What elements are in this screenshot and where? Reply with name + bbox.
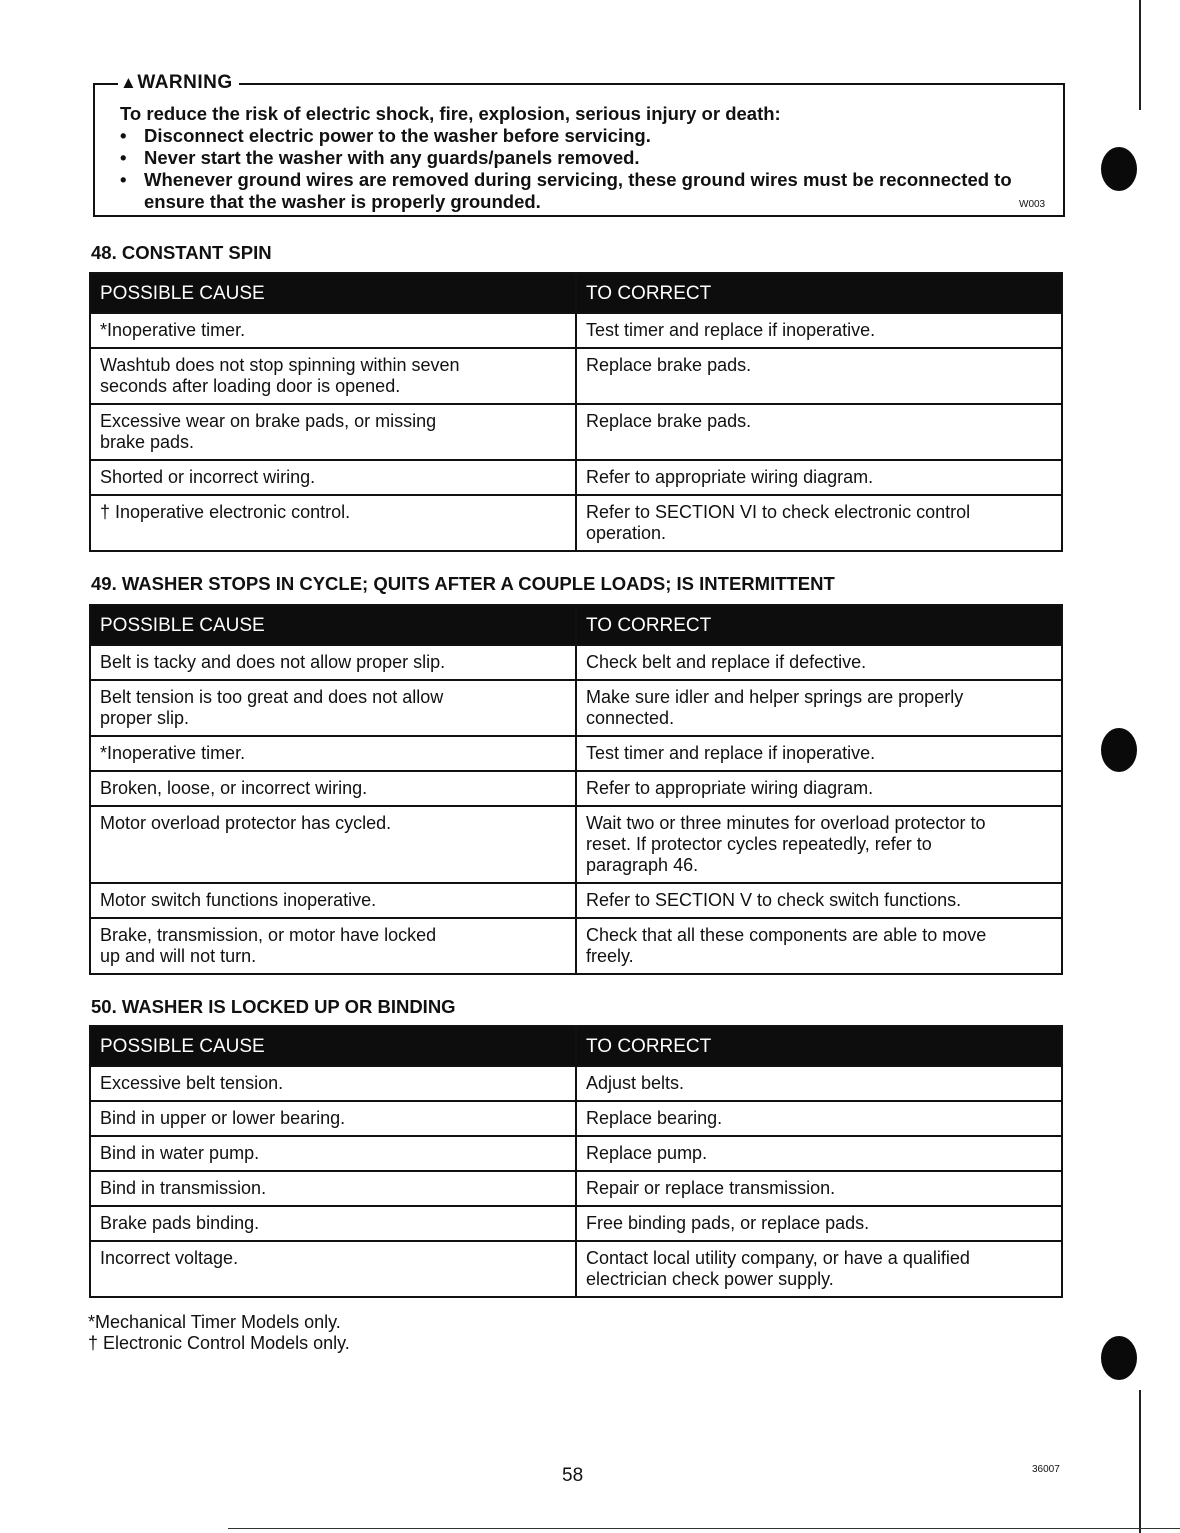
punch-hole [1101, 728, 1137, 772]
correction-cell: Refer to appropriate wiring diagram. [576, 460, 1062, 495]
cause-cell: Excessive wear on brake pads, or missing brake pads. [90, 404, 576, 460]
cause-cell: Shorted or incorrect wiring. [90, 460, 576, 495]
cause-cell: Bind in upper or lower bearing. [90, 1101, 576, 1136]
cause-cell: Belt is tacky and does not allow proper slip. [90, 645, 576, 680]
warning-bullet: • Never start the washer with any guards/panels removed. [120, 147, 1024, 169]
table-row [90, 495, 1062, 551]
section-title: 48. CONSTANT SPIN [91, 242, 272, 263]
footnote: *Mechanical Timer Models only. [88, 1312, 341, 1332]
correction-cell: Repair or replace transmission. [576, 1171, 1062, 1206]
cause-cell: Incorrect voltage. [90, 1241, 576, 1297]
warning-intro: To reduce the risk of electric shock, fire, explosion, serious injury or death: [120, 103, 781, 124]
table-row [90, 918, 1062, 974]
cause-cell: Motor switch functions inoperative. [90, 883, 576, 918]
cause-cell: Broken, loose, or incorrect wiring. [90, 771, 576, 806]
table-row [90, 1241, 1062, 1297]
correction-cell: Test timer and replace if inoperative. [576, 313, 1062, 348]
header-to-correct: TO CORRECT [576, 1026, 1062, 1066]
table-row [90, 645, 1062, 680]
correction-cell: Check belt and replace if defective. [576, 645, 1062, 680]
troubleshooting-table [89, 1025, 1063, 1298]
warning-bullet: • Whenever ground wires are removed during servicing, these ground wires must be reconnected to ensure that the washer is properly grounded. [120, 169, 1024, 213]
table-row [90, 404, 1062, 460]
section-title: 49. WASHER STOPS IN CYCLE; QUITS AFTER A COUPLE LOADS; IS INTERMITTENT [91, 573, 835, 594]
correction-cell: Replace brake pads. [576, 404, 1062, 460]
table-row [90, 460, 1062, 495]
punch-hole [1101, 1336, 1137, 1380]
page-number: 58 [562, 1465, 584, 1486]
punch-hole [1101, 147, 1137, 191]
cause-cell: Brake pads binding. [90, 1206, 576, 1241]
correction-cell: Make sure idler and helper springs are properly connected. [576, 680, 1062, 736]
cause-cell: *Inoperative timer. [90, 313, 576, 348]
table-header [90, 605, 1062, 645]
warning-code: W003 [1019, 199, 1046, 210]
correction-cell: Test timer and replace if inoperative. [576, 736, 1062, 771]
cause-cell: Excessive belt tension. [90, 1066, 576, 1101]
cause-cell: Washtub does not stop spinning within seven seconds after loading door is opened. [90, 348, 576, 404]
table-row [90, 771, 1062, 806]
warning-title [118, 72, 239, 94]
correction-cell: Adjust belts. [576, 1066, 1062, 1101]
troubleshooting-table [89, 272, 1063, 552]
correction-cell: Free binding pads, or replace pads. [576, 1206, 1062, 1241]
correction-cell: Replace brake pads. [576, 348, 1062, 404]
correction-cell: Replace bearing. [576, 1101, 1062, 1136]
table-row [90, 806, 1062, 883]
header-to-correct: TO CORRECT [576, 273, 1062, 313]
table-row [90, 1171, 1062, 1206]
table-row [90, 1066, 1062, 1101]
cause-cell: Belt tension is too great and does not allow proper slip. [90, 680, 576, 736]
table-row [90, 680, 1062, 736]
correction-cell: Contact local utility company, or have a qualified electrician check power supply. [576, 1241, 1062, 1297]
scan-edge-line [1139, 0, 1141, 110]
cause-cell: Bind in water pump. [90, 1136, 576, 1171]
table-row [90, 883, 1062, 918]
header-possible-cause: POSSIBLE CAUSE [90, 605, 576, 645]
warning-title-text: WARNING [137, 72, 233, 93]
table-row [90, 1101, 1062, 1136]
correction-cell: Replace pump. [576, 1136, 1062, 1171]
footnote: † Electronic Control Models only. [88, 1333, 350, 1353]
cause-cell: Motor overload protector has cycled. [90, 806, 576, 883]
header-possible-cause: POSSIBLE CAUSE [90, 273, 576, 313]
table-header [90, 273, 1062, 313]
cause-cell: Bind in transmission. [90, 1171, 576, 1206]
header-possible-cause: POSSIBLE CAUSE [90, 1026, 576, 1066]
scan-bottom-line [228, 1528, 1180, 1529]
correction-cell: Refer to appropriate wiring diagram. [576, 771, 1062, 806]
section-title: 50. WASHER IS LOCKED UP OR BINDING [91, 996, 456, 1017]
table-row [90, 1206, 1062, 1241]
correction-cell: Check that all these components are able to move freely. [576, 918, 1062, 974]
table-row [90, 313, 1062, 348]
cause-cell: *Inoperative timer. [90, 736, 576, 771]
warning-triangle-icon: ▲ [120, 73, 138, 92]
scan-edge-line [1139, 1390, 1141, 1533]
correction-cell: Wait two or three minutes for overload protector to reset. If protector cycles repeatedly, refer to paragraph 46. [576, 806, 1062, 883]
cause-cell: Brake, transmission, or motor have locked up and will not turn. [90, 918, 576, 974]
correction-cell: Refer to SECTION VI to check electronic control operation. [576, 495, 1062, 551]
header-to-correct: TO CORRECT [576, 605, 1062, 645]
table-row [90, 348, 1062, 404]
troubleshooting-table [89, 604, 1063, 975]
warning-body [120, 103, 1024, 213]
table-header [90, 1026, 1062, 1066]
correction-cell: Refer to SECTION V to check switch functions. [576, 883, 1062, 918]
table-row [90, 736, 1062, 771]
cause-cell: † Inoperative electronic control. [90, 495, 576, 551]
document-code: 36007 [1032, 1464, 1060, 1475]
warning-bullet: • Disconnect electric power to the washer before servicing. [120, 125, 1024, 147]
table-row [90, 1136, 1062, 1171]
